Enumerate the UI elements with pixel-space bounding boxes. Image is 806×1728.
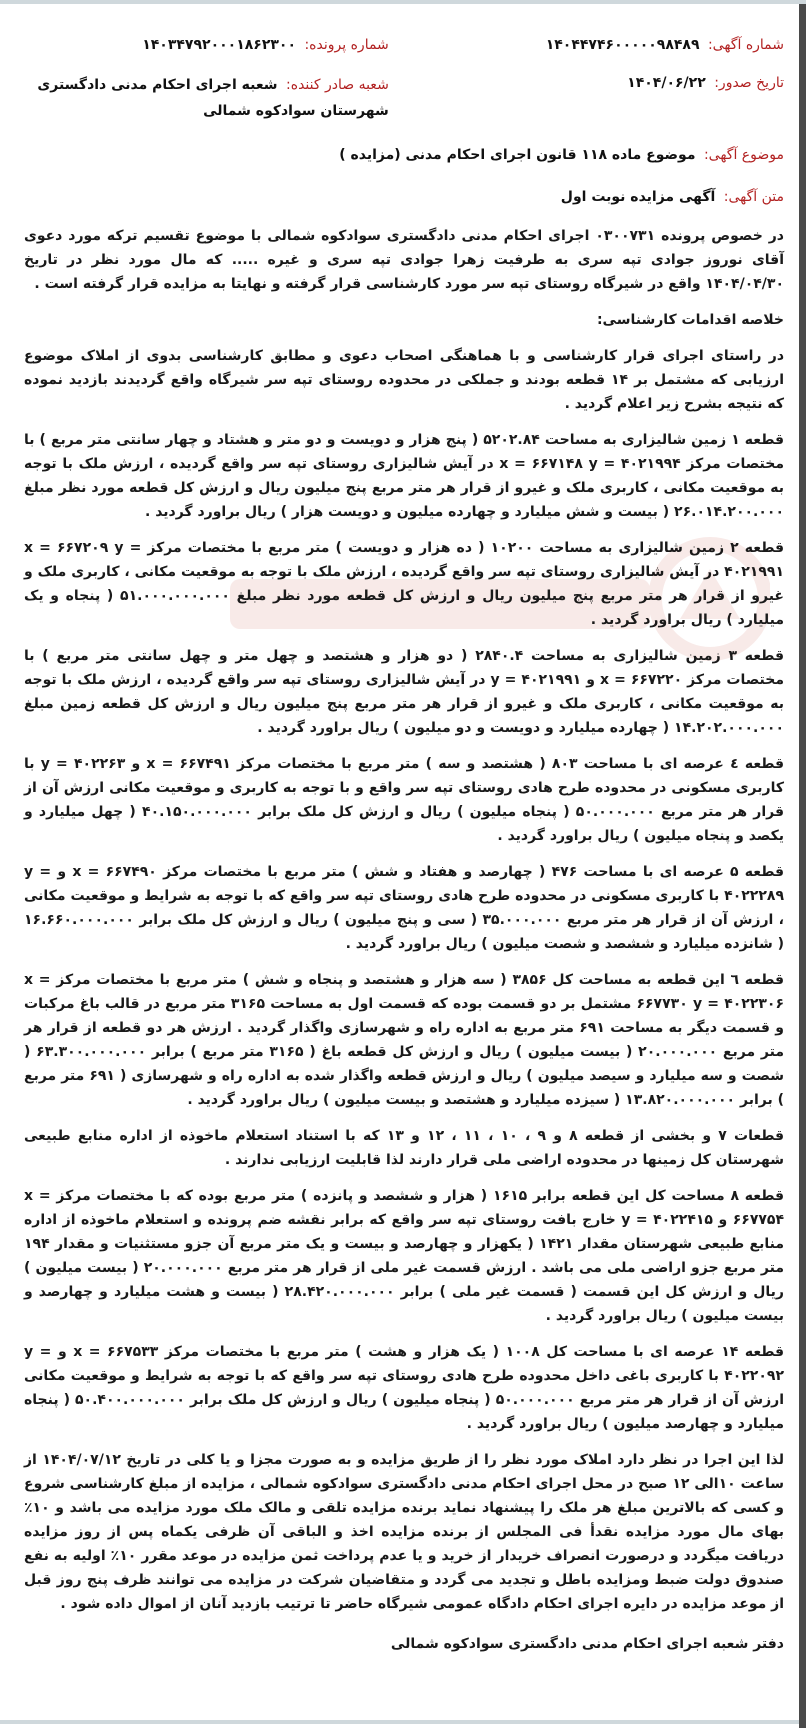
subject-label: موضوع آگهی: (703, 147, 784, 163)
subject-value: موضوع ماده ۱۱۸ قانون اجرای احکام مدنی (مزایده ) (339, 147, 696, 163)
meta-row-issue (24, 72, 784, 132)
case-number-value: ۱۴۰۳۴۷۹۲۰۰۰۱۸۶۲۳۰۰ (142, 37, 297, 53)
issuer-label: شعبه صادر کننده: (286, 77, 389, 93)
issue-date (419, 72, 784, 94)
paragraph-auction-terms: لذا این اجرا در نظر دارد املاک مورد نظر را از طریق مزایده و به صورت مجزا و یا کلی در تاریخ ۱۴۰۴/۰۷/۱۲ از ساعت ۱۰الی ۱۲ صبح در محل اجرای احکام مدنی دادگستری سوادکوه شمالی ، مزایده از مبلغ کارشناسی شروع و کسی که بالاترین مبلغ هر ملک را پیشنهاد نماید برنده مزایده تلقی و مالک ملک مورد مزایده می باشد و ۱۰٪ بهای مال مورد مزایده نقدأ فی المجلس از برنده مزایده اخذ و الباقی آن ظرفی یکماه پس از روز مزایده دریافت میگردد و درصورت انصراف خریدار از خرید و یا عدم پرداخت ثمن مزایده در موعد مقرر ۱۰٪ اولیه به نفع صندوق دولت ضبط ومزایده باطل و تجدید می گردد و متقاضیان شرکت در مزایده می توانند ظرف پنج روز قبل از موعد مزایده در دایره اجرای احکام دادگاه عمومی شیرگاه حاضر تا ترتیب بازدید آنان از اموال داده شود . (24, 1452, 784, 1612)
paragraph-summary: در راستای اجرای قرار کارشناسی و با هماهنگی اصحاب دعوی و مطابق کارشناسی بدوی از املاک موضوع ارزیابی که مشتمل بر ۱۴ قطعه بودند و جملکی در محدوده روستای تپه سر شیرگاه واقع گردیدند بازدید نموده که نتیجه بشرح زیر اعلام گردید . (24, 348, 785, 412)
paragraph-parcel-2: قطعه ۲ زمین شالیزاری به مساحت ۱۰۲۰۰ ( ده هزار و دویست ) متر مربع با مختصات مرکز x = ۶۶۷۲۰۹ y = ۴۰۲۱۹۹۱ در آیش شالیزاری روستای تپه سر واقع گردیده ، ارزش ملک با توجه به موقعیت مکانی ، کاربری ملک و غیرو از قرار هر متر مربع پنج میلیون ریال و ارزش کل قطعه مورد نظر مبلغ ۵۱.۰۰۰.۰۰۰.۰۰۰ ( پنجاه و یک میلیارد ) ریال براورد گردید . (24, 540, 785, 628)
paragraph-parcel-6: قطعه ٦ این قطعه به مساحت کل ۳۸۵۶ ( سه هزار و هشتصد و پنجاه و شش ) متر مربع با مختصات مرکز x = ۶۶۷۷۳۰ y = ۴۰۲۲۳۰۶ مشتمل بر دو قسمت بوده که قسمت اول به مساحت ۳۱۶۵ متر مربع در قالب باغ مرکبات و قسمت دیگر به مساحت ۶۹۱ متر مربع به اداره راه و شهرسازی واگذار گردید . ارزش هر دو قطعه از قرار هر متر مربع ۲۰.۰۰۰.۰۰۰ ( بیست میلیون ) ریال و ارزش کل قطعه باغ ( ۳۱۶۵ متر مربع ) برابر ۶۳.۳۰۰.۰۰۰.۰۰۰ ( شصت و سه میلیارد و سیصد میلیون ) ریال و ارزش قطعه واگذار شده به اداره راه و شهرسازی ( ۶۹۱ متر مربع ) برابر ۱۳.۸۲۰.۰۰۰.۰۰۰ ( سیزده میلیارد و هشتصد و بیست میلیون ) ریال براورد گردید . (24, 972, 785, 1108)
summary-title: خلاصه اقدامات کارشناسی: (596, 312, 784, 328)
paragraph-parcel-14: قطعه ۱۴ عرصه ای با مساحت کل ۱۰۰۸ ( یک هزار و هشت ) متر مربع با مختصات مرکز x = ۶۶۷۵۳۳ و y = ۴۰۲۲۰۹۲ با کاربری باغی داخل محدوده طرح هادی روستای تپه سر واقع که با توجه به شرایط و موقعیت مکانی ارزش آن از قرار هر متر مربع ۵۰.۰۰۰.۰۰۰ ( پنجاه میلیون ) ریال و ارزش کل ملک برابر ۵۰.۴۰۰.۰۰۰.۰۰۰ ( پنجاه میلیارد و چهارصد میلیون ) ریال براورد گردید . (24, 1344, 785, 1432)
case-number (24, 34, 389, 56)
paragraph-parcel-3: قطعه ۳ زمین شالیزاری به مساحت ۲۸۴۰.۴ ( دو هزار و هشتصد و چهل متر و چهل سانتی متر مربع ) با مختصات مرکز x = ۶۶۷۲۲۰ و y = ۴۰۲۱۹۹۱ در آیش شالیزاری روستای تپه سر واقع گردیده ، ارزش ملک با توجه به موقعیت مکانی ، کاربری ملک و غیرو از قرار هر متر مربع پنج میلیون ریال و ارزش کل قطعه زمین مبلغ ۱۴.۲۰۲.۰۰۰.۰۰۰ ( چهارده میلیارد و دویست و دو میلیون ) ریال براورد گردید . (24, 648, 785, 736)
issuer (24, 72, 389, 124)
subject-line (24, 144, 784, 166)
right-edge-rule (799, 4, 806, 1728)
body-title: آگهی مزایده نوبت اول (560, 189, 716, 205)
paragraph-intro: در خصوص پرونده ۰۳۰۰۷۳۱ اجرای احکام مدنی دادگستری سوادکوه شمالی با موضوع تقسیم ترکه مورد دعوی آقای نوروز جوادی تپه سری به طرفیت زهرا جوادی تپه سری و غیره ..... که مال مورد نظر در تاریخ ۱۴۰۴/۰۴/۳۰ واقع در شیرگاه روستای تپه سر مورد کارشناسی قرار گرفته و نهایتا به مزایده قرار گرفته است . (24, 228, 784, 292)
issuer-value: شعبه اجرای احکام مدنی دادگستری شهرستان سوادکوه شمالی (37, 77, 389, 119)
case-number-label: شماره پرونده: (304, 37, 389, 53)
notice-number (419, 34, 784, 56)
footer-signature: دفتر شعبه اجرای احکام مدنی دادگستری سوادکوه شمالی (390, 1636, 784, 1652)
paragraph-parcel-8: قطعه ۸ مساحت کل این قطعه برابر ۱۶۱۵ ( هزار و ششصد و پانزده ) متر مربع بوده که با مختصات مرکز x = ۶۶۷۷۵۴ و y = ۴۰۲۲۴۱۵ خارج بافت روستای تپه سر واقع که برابر نقشه ضم پرونده و استعلام ماخوذه از اداره منابع طبیعی شهرستان مقدار ۱۴۲۱ ( یکهزار و چهارصد و بیست و یک متر مربع آن جزو مستثنیات و مقدار ۱۹۴ متر مربع جزو اراضی ملی می باشد . ارزش قسمت غیر ملی از قرار هر متر مربع ۲۰.۰۰۰.۰۰۰ ( بیست میلیون ) ریال و ارزش کل این قسمت ( قسمت غیر ملی ) برابر ۲۸.۴۲۰.۰۰۰.۰۰۰ ( بیست و هشت میلیارد و چهارصد و بیست میلیون ) ریال براورد گردید . (24, 1188, 785, 1324)
issue-date-value: ۱۴۰۴/۰۶/۲۲ (627, 75, 706, 91)
paragraph-parcels-excluded: قطعات ۷ و بخشی از قطعه ۸ و ۹ ، ۱۰ ، ۱۱ ، ۱۲ و ۱۳ که با استناد استعلام ماخوذه از اداره منابع طبیعی شهرستان کل زمینها در محدوده اراضی ملی قرار دارند لذا قابلیت ارزیابی ندارند . (24, 1128, 785, 1168)
issue-date-label: تاریخ صدور: (714, 75, 784, 91)
notice-content (24, 34, 784, 1656)
paragraph-parcel-1: قطعه ۱ زمین شالیزاری به مساحت ۵۲۰۲.۸۴ ( پنج هزار و دویست و دو متر و هشتاد و چهار سانتی متر مربع ) با مختصات مرکز x = ۶۶۷۱۴۸ y = ۴۰۲۱۹۹۴ در آیش شالیزاری روستای تپه سر واقع گردیده ، ارزش ملک با توجه به موقعیت مکانی ، کاربری ملک و غیرو از قرار هر متر مربع پنج میلیون ریال و ارزش کل قطعه مورد نظر مبلغ ۲۶.۰۱۴.۲۰۰.۰۰۰ ( بیست و شش میلیارد و چهارده میلیون و دویست هزار ) ریال براورد گردید . (24, 432, 785, 520)
notice-number-value: ۱۴۰۴۴۷۴۶۰۰۰۰۰۹۸۴۸۹ (545, 37, 700, 53)
body-title-line (24, 186, 784, 208)
body-label: متن آگهی: (723, 189, 784, 205)
meta-row-numbers (24, 34, 784, 72)
paragraph-parcel-4: قطعه ٤ عرصه ای با مساحت ۸۰۳ ( هشتصد و سه ) متر مربع با مختصات مرکز x = ۶۶۷۴۹۱ و y = ۴۰۲۲۶۳ با کاربری مسکونی در محدوده طرح هادی روستای تپه سر واقع و با توجه به کاربری و موقعیت مکانی ارزش آن از قرار هر متر مربع ۵۰.۰۰۰.۰۰۰ ( پنجاه میلیون ) ریال و ارزش کل ملک برابر ۴۰.۱۵۰.۰۰۰.۰۰۰ ( چهل میلیارد و یکصد و پنجاه میلیون ) ریال براورد گردید . (24, 756, 785, 844)
paragraph-parcel-5: قطعه ۵ عرصه ای با مساحت ۴۷۶ ( چهارصد و هفتاد و شش ) متر مربع با مختصات مرکز x = ۶۶۷۴۹۰ و y = ۴۰۲۲۲۸۹ با کاربری مسکونی در محدوده طرح هادی روستای تپه سر واقع که با توجه به شرایط و موقعیت مکانی ، ارزش آن از قرار هر متر مربع ۳۵.۰۰۰.۰۰۰ ( سی و پنج میلیون ) ریال و ارزش کل ملک برابر ۱۶.۶۶۰.۰۰۰.۰۰۰ ( شانزده میلیارد و ششصد و شصت میلیون ) ریال براورد گردید . (24, 864, 785, 952)
notice-number-label: شماره آگهی: (707, 37, 784, 53)
